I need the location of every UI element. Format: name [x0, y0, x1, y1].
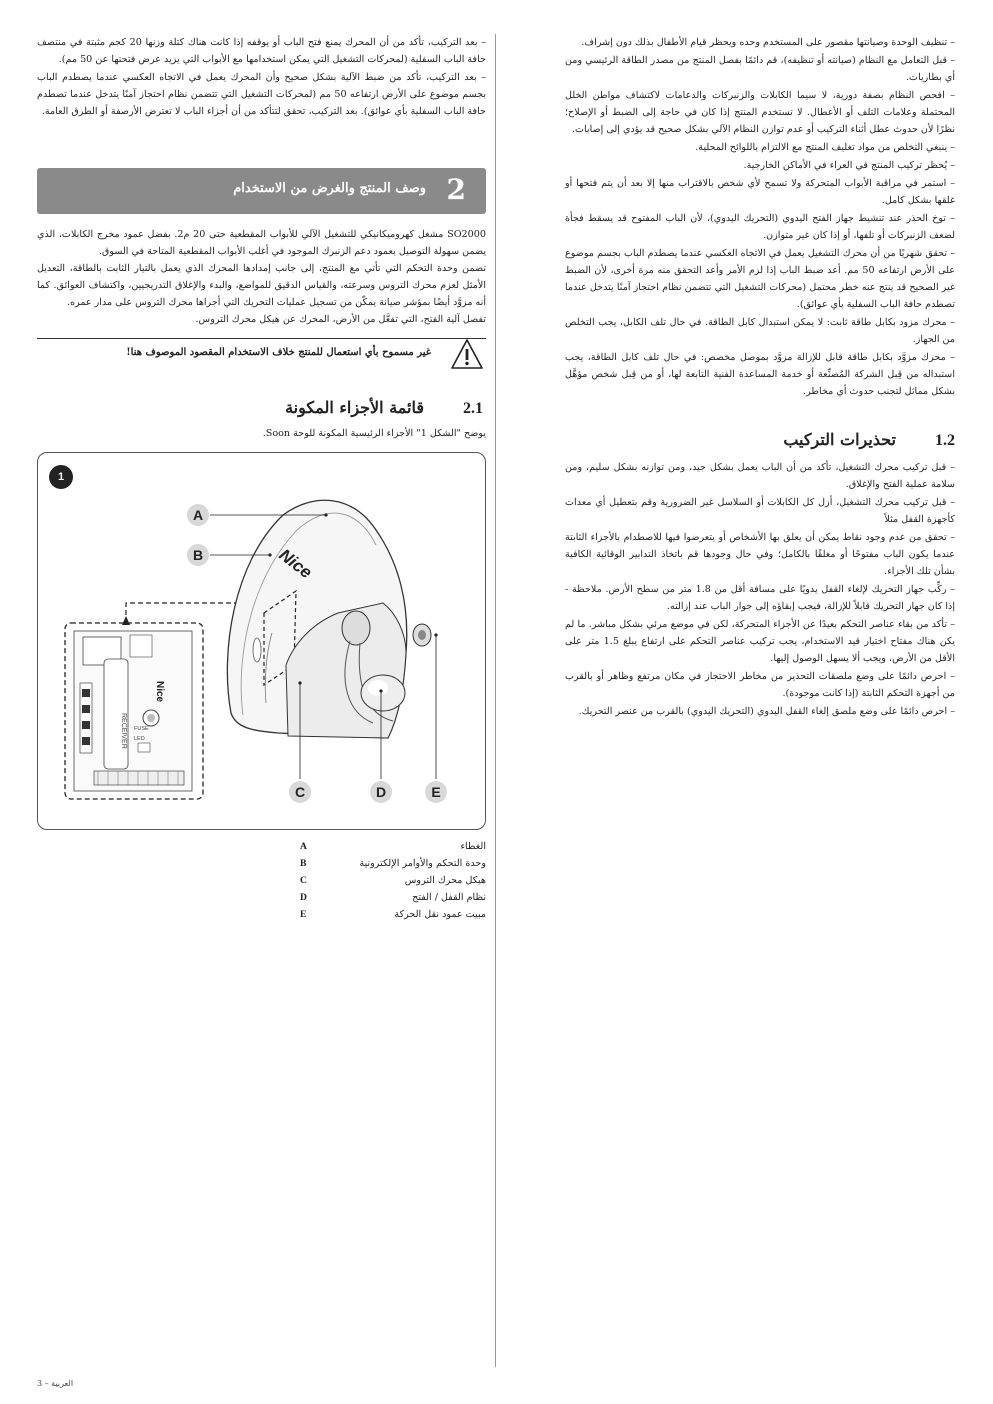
legend-row [300, 838, 486, 855]
release-disc [342, 611, 370, 645]
install-bullet-6: – احرص دائمًا على وضع ملصقات التحذير من مخاطر الاحتجاز في مكان مرتفع وظاهر أو بالقرب من أجهزة التحكم الثابتة (إذا كانت موجودة). [565, 671, 955, 699]
led [138, 743, 150, 752]
callout-label-c: C [294, 784, 306, 800]
column-divider [495, 34, 496, 1367]
callout-label-a: A [192, 507, 204, 523]
right-bullet-10: – محرك مزوَّد بكابل طاقة قابل للإزالة مزوَّد بموصل مخصص: في حال تلف كابل الطاقة، يجب استبداله من قِبل الشركة المُصنِّعة أو خدمة المساعدة الفنية التابعة لها، أو من قِبل شخص مؤهَّل بشكل مماثل لتجنب حدوث أي مخاطر. [565, 352, 955, 397]
legend-row [300, 855, 486, 872]
terminal-block [94, 771, 184, 785]
board-button [82, 737, 90, 745]
board-button [82, 705, 90, 713]
legend-text: هيكل محرك التروس [404, 875, 486, 886]
install-bullet-2: – قبل تركيب محرك التشغيل، أزل كل الكابلات أو السلاسل غير الضرورية وقم بتعطيل أي معدات كأجهزة القفل مثلاً [565, 497, 955, 525]
left-bullet-1: – بعد التركيب، تأكد من أن المحرك يمنع فتح الباب أو يوقفه إذا كانت هناك كتلة وزنها 20 كجم مثبتة في منتصف حافة الباب السفلية (لمحركات التشغيل التي يمكن استخدامها مع الأبواب التي يزيد عرض فتحتها عن 50 مم). [37, 37, 486, 65]
heading-2-1 [285, 398, 483, 418]
callout-dot-b [268, 553, 271, 556]
heading-1-2-title: تحذيرات التركيب [783, 430, 896, 449]
right-bullet-4: – ينبغي التخلص من مواد تغليف المنتج مع الالتزام باللوائح المحلية. [695, 142, 955, 153]
install-bullet-5: – تأكد من بقاء عناصر التحكم بعيدًا عن الأجزاء المتحركة، لكن في موضع مرئي بشكل مباشر. ما لم يكن هناك مفتاح اختيار قيد الاستخدام، يجب تركيب عناصر التحكم على ارتفاع يبلغ 1.5 متر على الأقل من الأرض، ويجب ألا يسهل الوصول إليها. [565, 619, 955, 664]
callout-dot-e [434, 633, 437, 636]
install-bullet-1: – قبل تركيب محرك التشغيل، تأكد من أن الباب يعمل بشكل جيد، ومن توازنه بشكل سليم، ومن سلامة عملية الفتح والإغلاق. [565, 462, 955, 490]
board-label-led: LED [134, 736, 145, 742]
legend-text: نظام القفل / الفتح [412, 892, 486, 903]
callout-dot-a [324, 513, 327, 516]
left-bullet-2: – بعد التركيب، تأكد من ضبط الآلية بشكل صحيح وأن المحرك يعمل في الاتجاه العكسي عندما يصطدم الباب بجسم موضوع على الأرض ارتفاعه 50 مم (لمحركات التشغيل التي تتضمن نظام احتجاز آمنًا يتدخل عندما تصطدم حافة الباب السفلية بأي عوائق). بعد التركيب، تحقق لتتأكد من أن أجزاء الباب لا تعترض الأرصفة أو الطرق العامة. [37, 72, 487, 117]
legend-row [300, 872, 486, 889]
usage-warning [37, 338, 486, 372]
shaft-hole [418, 630, 426, 640]
description-para-3: تفصل آلية الفتح، التي تفعَّل من الأرض، المحرك عن هيكل محرك التروس. [195, 314, 486, 325]
release-handle-highlight [368, 680, 388, 696]
section-2-header [37, 168, 486, 214]
callout-label-b: B [192, 547, 204, 563]
right-bullet-5: – يُحظر تركيب المنتج في العراء في الأماكن الخارجية. [743, 160, 955, 171]
install-bullet-3: – تحقق من عدم وجود نقاط يمكن أن يعلق بها الأشخاص أو يتعرضوا فيها للاصطدام بالأجزاء الثابتة عندما يكون الباب مفتوحًا أو مغلقًا بالكامل؛ وفي حال وجودها قم باتخاذ التدابير الوقائية الكافية بشأن تلك الأجزاء. [565, 532, 955, 577]
figure-badge: 1 [49, 465, 73, 489]
legend-text: الغطاء [460, 841, 486, 852]
legend-text: مبيت عمود نقل الحركة [394, 909, 486, 920]
motor-brand: Nice [275, 545, 316, 583]
legend-letter: C [300, 875, 307, 886]
right-bullet-1: – تنظيف الوحدة وصيانتها مقصور على المستخدم وحده ويحظر قيام الأطفال بذلك دون إشراف. [581, 37, 955, 48]
board-brand: Nice [154, 681, 165, 703]
legend-letter: B [300, 858, 307, 869]
figure-1 [37, 452, 486, 830]
callout-dot-d [379, 689, 382, 692]
legend-row [300, 906, 486, 923]
description-para-1: SO2000 مشغل كهروميكانيكي للتشغيل الآلي للأبواب المقطعية حتى 20 م2. بفضل عمود مخرج الكابلات، الذي يضمن سهولة التوصيل بعمود دعم الزنبرك الموجود في أغلب الأبواب المقطعية المتاحة في السوق. [37, 229, 486, 257]
heading-1-2 [783, 430, 955, 450]
left-column-top [37, 34, 486, 121]
right-bullet-2: – قبل التعامل مع النظام (صيانته أو تنظيفه)، قم دائمًا بفصل المنتج من مصدر الطاقة الرئيسي ومن أي بطاريات. [565, 55, 955, 83]
legend-row [300, 889, 486, 906]
legend-letter: D [300, 892, 307, 903]
gearmotor-illustration [38, 453, 485, 829]
description-para-2: تضمن وحدة التحكم التي تأتي مع المنتج، إلى جانب إمدادها المحرك الذي يعمل بالتيار الثابت بالطاقة، التعديل الأمثل لعزم محرك التروس وسرعته، والقياس الدقيق للمواضع، والبدء والإغلاق التدريجيين، واكتشاف العوائق. كما أنه مزوَّد أيضًا بمؤشر صيانة يمكّن من تسجيل عمليات التحريك التي أجراها محرك التروس على مدار عمره. [37, 263, 486, 308]
board-button [82, 689, 90, 697]
legend-text: وحدة التحكم والأوامر الإلكترونية [359, 858, 486, 869]
product-description [37, 226, 486, 329]
legend-letter: A [300, 841, 307, 852]
installation-warnings [565, 459, 955, 721]
install-bullet-4: – ركِّب جهاز التحريك لإلغاء القفل يدويًا على مسافة أقل من 1.8 متر من سطح الأرض. ملاحظة - إذا كان جهاز التحريك قابلاً للإزالة، فيجب إبقاؤه إلى جوار الباب عند إزالته. [565, 584, 955, 612]
cover-slot [253, 638, 261, 662]
parts-legend [300, 838, 486, 923]
callout-label-e: E [431, 784, 441, 800]
page-footer: العربية – 3 [37, 1379, 74, 1388]
right-bullet-3: – افحص النظام بصفة دورية، لا سيما الكابلات والزنبركات والدعامات لاكتشاف مواطن الخلل المحتملة وعلامات التلف أو الأعطال. لا تستخدم المنتج إذا كان في حاجة إلى الضبط أو الإصلاح؛ نظرًا لأن حدوث عطل أثناء التركيب أو عدم توازن النظام الآلي بشكل صحيح قد يؤدي إلى إصابات. [565, 90, 955, 135]
board-component [130, 635, 152, 657]
heading-2-1-title: قائمة الأجزاء المكونة [285, 398, 424, 417]
right-column [565, 34, 955, 401]
board-link-arrow [122, 616, 130, 625]
components-intro: يوضح "الشكل 1" الأجزاء الرئيسية المكونة للوحة Soon. [262, 428, 486, 439]
callout-label-d: D [375, 784, 387, 800]
right-bullet-9: – محرك مزود بكابل طاقة ثابت: لا يمكن استبدال كابل الطاقة. في حال تلف الكابل، يجب التخلص من الجهاز. [565, 317, 955, 345]
board-label-fuse: FUSE [134, 726, 149, 732]
section-2-number: 2 [446, 173, 466, 206]
board-button [82, 721, 90, 729]
heading-2-1-number: 2.1 [463, 400, 483, 417]
install-bullet-7: – احرص دائمًا على وضع ملصق إلغاء القفل اليدوي (التحريك اليدوي) بالقرب من عنصر التحريك. [578, 706, 955, 717]
board-label-receiver: RECEIVER [120, 713, 127, 749]
callout-dot-c [298, 681, 301, 684]
right-bullet-7: – توخ الحذر عند تنشيط جهاز الفتح اليدوي (التحريك اليدوي)، لأن الباب المفتوح قد يسقط فجأة لضعف الزنبركات أو تلفها، أو إذا كان غير متوازن. [565, 213, 955, 241]
fuse [147, 714, 155, 722]
heading-1-2-number: 1.2 [935, 432, 955, 449]
usage-warning-text: غير مسموح بأي استعمال للمنتج خلاف الاستخدام المقصود الموصوف هنا! [126, 347, 431, 358]
warning-triangle-icon [450, 338, 484, 370]
section-2-title: وصف المنتج والغرض من الاستخدام [233, 181, 426, 196]
right-bullet-6: – استمر في مراقبة الأبواب المتحركة ولا تسمح لأي شخص بالاقتراب منها إلا بعد أن يتم فتحها أو غلقها بشكل كامل. [565, 178, 955, 206]
right-bullet-8: – تحقق شهريًا من أن محرك التشغيل يعمل في الاتجاه العكسي عندما يصطدم الباب بجسم موضوع على الأرض ارتفاعه 50 مم. أعد ضبط الباب إذا لزم الأمر وأعد التحقق منه مرة أخرى، لأن الضبط غير الصحيح قد ينتج عنه خطر محتمل (محركات التشغيل التي تتضمن نظام احتجاز آمنًا يتدخل عندما تصطدم حافة الباب السفلية بأي عوائق). [565, 248, 955, 310]
legend-letter: E [300, 909, 307, 920]
